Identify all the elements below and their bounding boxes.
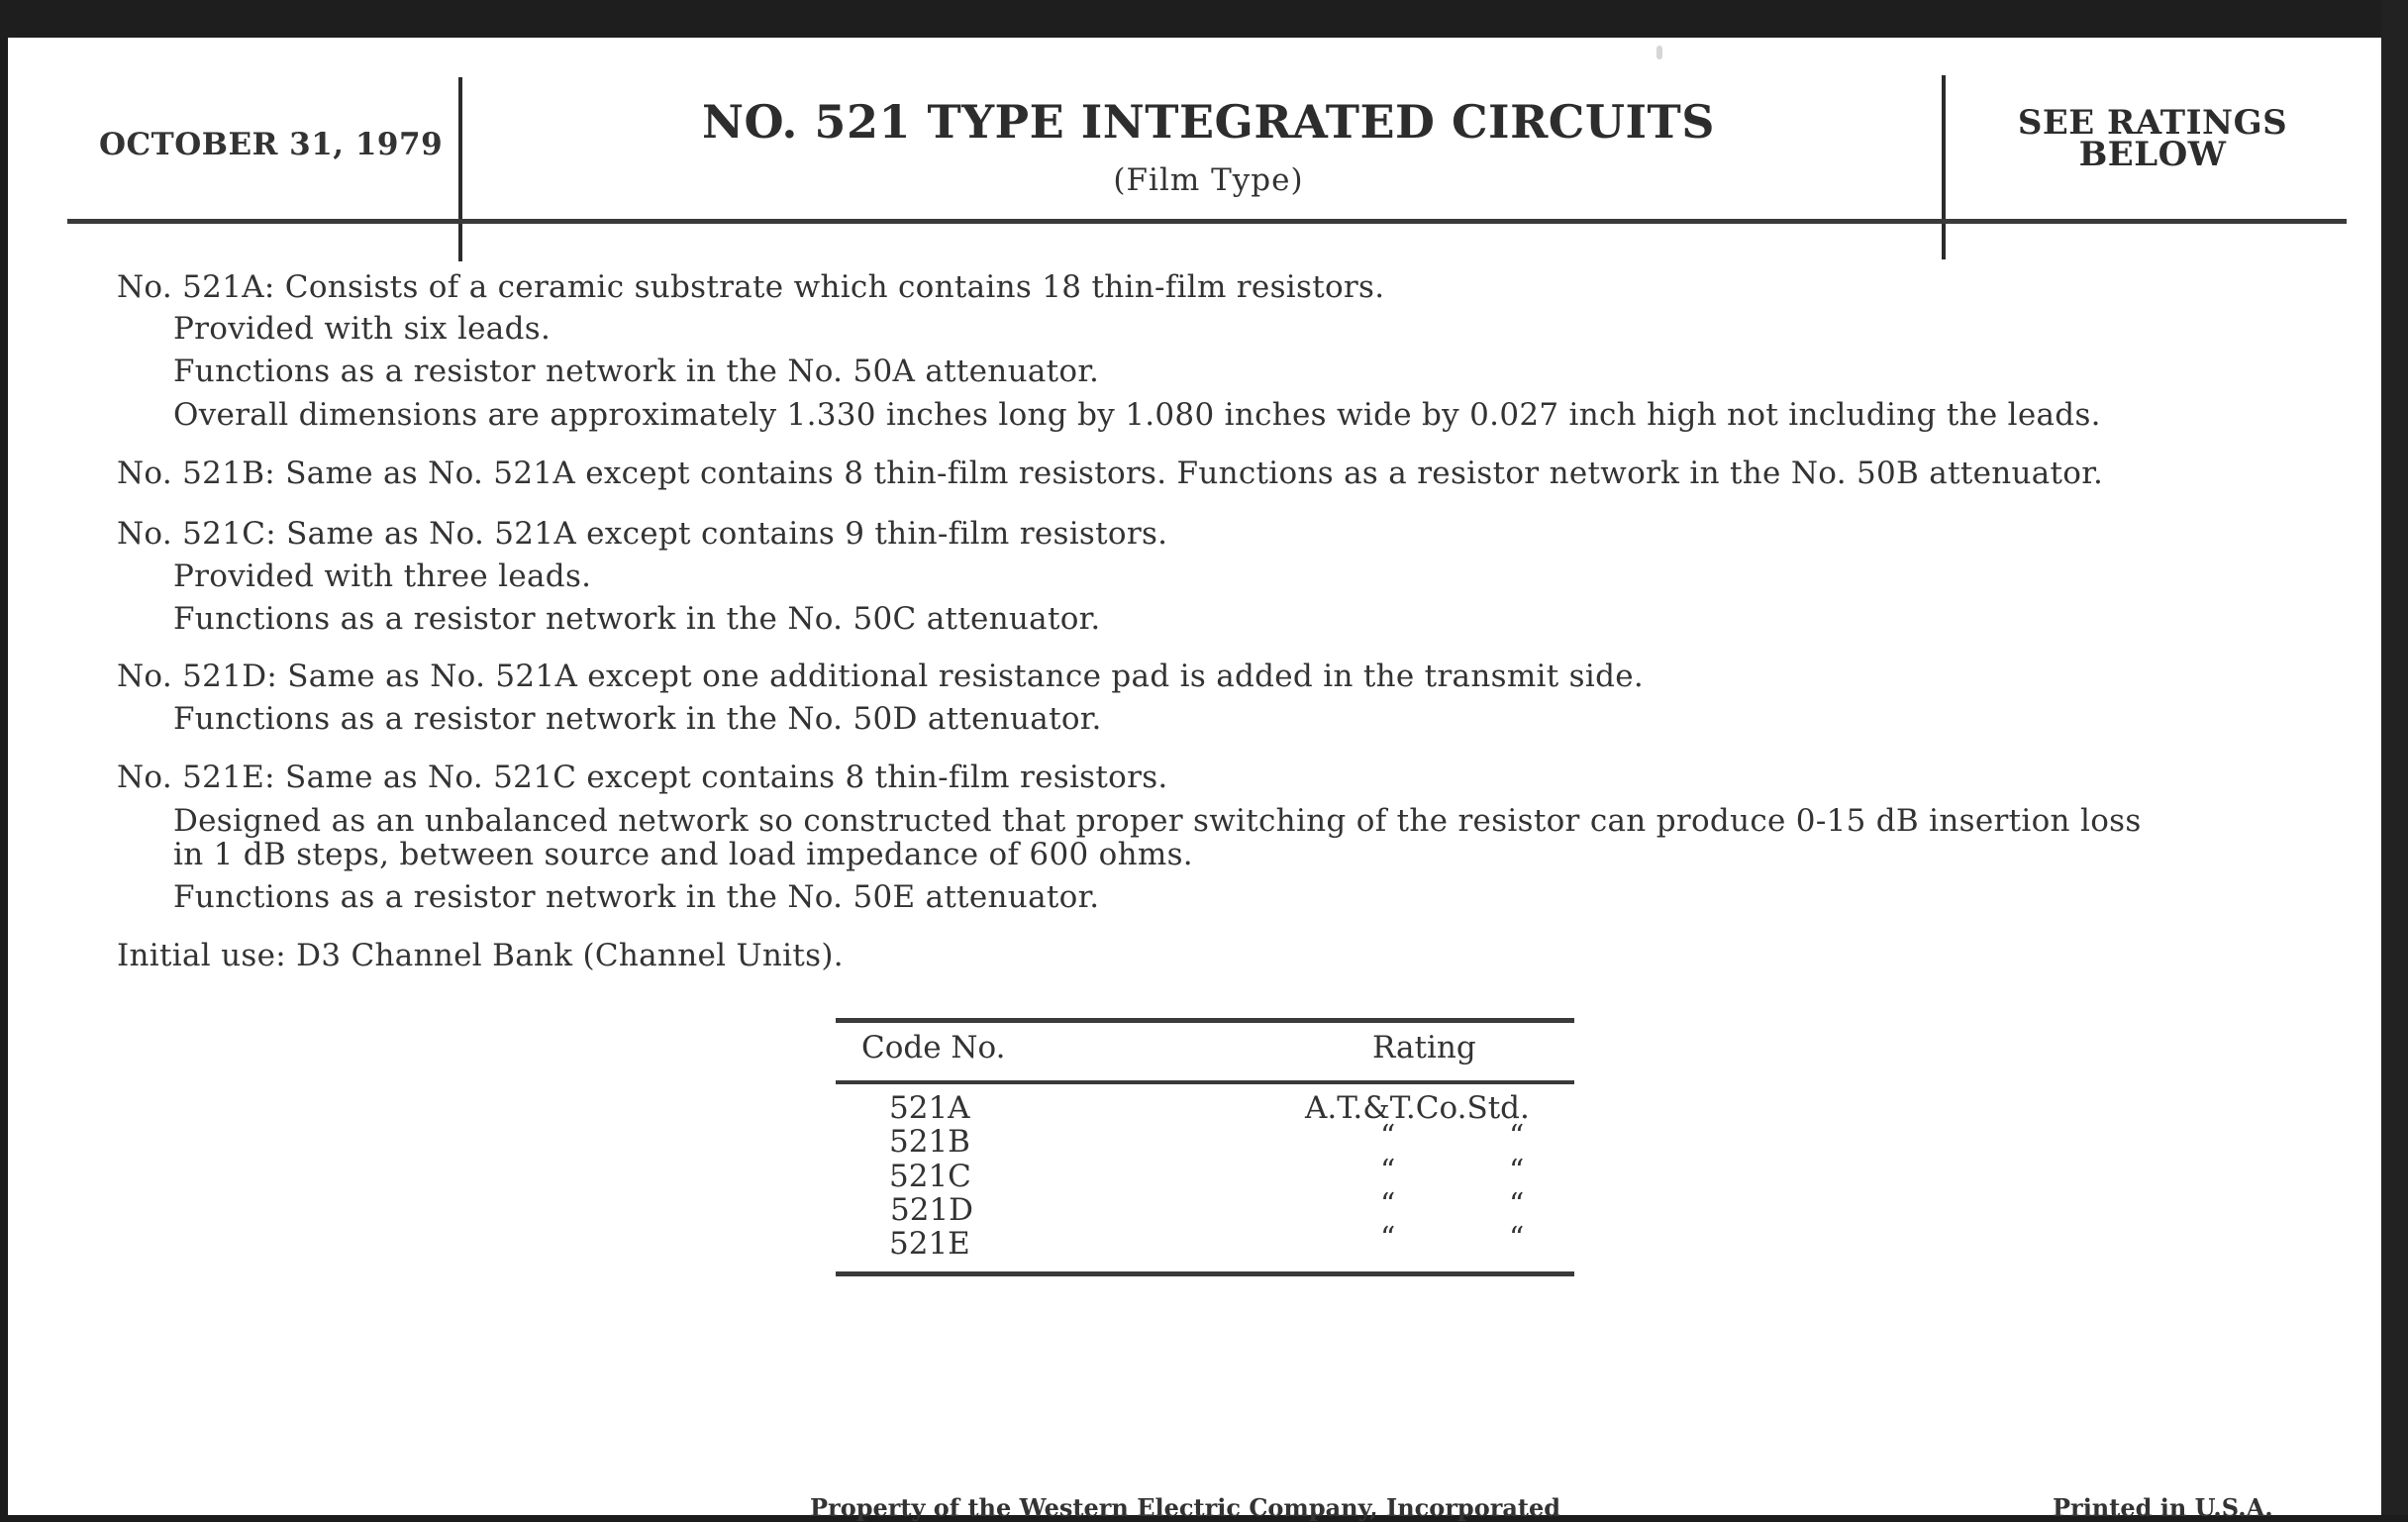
- table-cell-code: 521B: [889, 1124, 970, 1160]
- table-cell-code: 521E: [889, 1226, 970, 1262]
- table-cell-ditto: “: [1509, 1119, 1525, 1154]
- header-divider-left: [458, 77, 462, 261]
- ratings-note: [1958, 103, 2347, 174]
- para-521e-line: Designed as an unbalanced network so constructed that proper switching of the resistor can produce 0-15 dB insertion loss: [173, 803, 2142, 839]
- footer-property: Property of the Western Electric Company, Incorporated: [810, 1493, 1561, 1522]
- para-521c-lead: No. 521C: Same as No. 521A except contains 9 thin-film resistors.: [117, 516, 1168, 552]
- scan-border-top: [0, 0, 2408, 40]
- initial-use: Initial use: D3 Channel Bank (Channel Units).: [117, 938, 844, 973]
- document-title: NO. 521 TYPE INTEGRATED CIRCUITS: [701, 95, 1715, 149]
- footer-printed: Printed in U.S.A.: [2053, 1493, 2273, 1522]
- document-page: [8, 38, 2381, 1522]
- para-521d-lead: No. 521D: Same as No. 521A except one additional resistance pad is added in the transmit side.: [117, 659, 1645, 694]
- para-521c-line: Functions as a resistor network in the No. 50C attenuator.: [173, 601, 1101, 637]
- para-521c-line: Provided with three leads.: [173, 558, 592, 594]
- table-cell-ditto: “: [1509, 1221, 1525, 1256]
- table-cell-ditto: “: [1380, 1119, 1396, 1154]
- table-cell-code: 521A: [889, 1090, 970, 1126]
- table-header-code: Code No.: [861, 1030, 1006, 1065]
- para-521e-lead: No. 521E: Same as No. 521C except contains 8 thin-film resistors.: [117, 760, 1168, 795]
- table-cell-ditto: “: [1380, 1221, 1396, 1256]
- para-521a-line: Functions as a resistor network in the No. 50A attenuator.: [173, 354, 1100, 389]
- table-rule-top: [836, 1018, 1574, 1023]
- scan-speck: [1656, 46, 1662, 59]
- document-subtitle: (Film Type): [1113, 162, 1304, 198]
- ratings-note-line1: SEE RATINGS: [2017, 103, 2288, 143]
- table-cell-code: 521C: [889, 1159, 971, 1194]
- para-521e-line: Functions as a resistor network in the No. 50E attenuator.: [173, 879, 1100, 915]
- table-cell-code: 521D: [890, 1192, 974, 1228]
- header-rule: [67, 219, 2347, 224]
- table-header-rating: Rating: [1372, 1030, 1476, 1065]
- table-cell-ditto: “: [1509, 1187, 1525, 1222]
- document-date: OCTOBER 31, 1979: [99, 127, 444, 162]
- para-521b-lead: No. 521B: Same as No. 521A except contains 8 thin-film resistors. Functions as a resistor network in the No. 50B attenuator.: [117, 456, 2104, 491]
- para-521a-line: Overall dimensions are approximately 1.330 inches long by 1.080 inches wide by 0.027 inch high not including the leads.: [173, 397, 2101, 433]
- table-cell-ditto: “: [1380, 1187, 1396, 1222]
- ratings-note-line2: BELOW: [2078, 135, 2227, 174]
- para-521a-line: Provided with six leads.: [173, 311, 552, 347]
- table-cell-ditto: “: [1380, 1154, 1396, 1188]
- header-divider-right: [1942, 75, 1946, 259]
- table-cell-rating: A.T.&T.Co.Std.: [1305, 1090, 1530, 1126]
- scan-border-right: [2381, 0, 2408, 1515]
- para-521a-lead: No. 521A: Consists of a ceramic substrate which contains 18 thin-film resistors.: [117, 269, 1385, 305]
- para-521d-line: Functions as a resistor network in the No. 50D attenuator.: [173, 701, 1102, 737]
- table-rule-header: [836, 1080, 1574, 1084]
- table-cell-ditto: “: [1509, 1154, 1525, 1188]
- table-rule-bottom: [836, 1271, 1574, 1276]
- para-521e-line: in 1 dB steps, between source and load impedance of 600 ohms.: [173, 837, 1193, 872]
